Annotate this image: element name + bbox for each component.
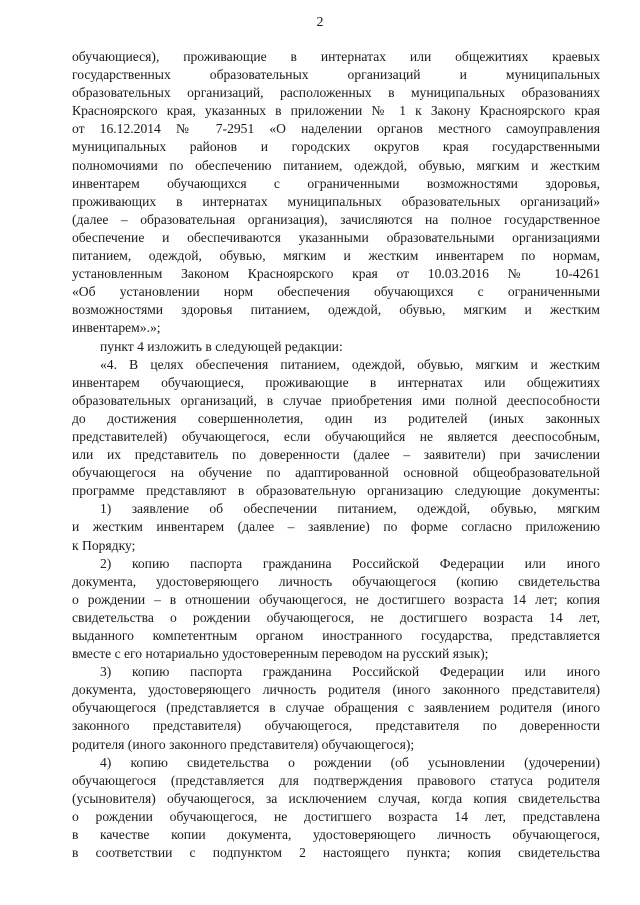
text-line: инвентарем».»; bbox=[72, 320, 161, 336]
text-line: документа, удостоверяющего личность родителя (иного законного представителя) bbox=[72, 682, 600, 698]
page-number: 2 bbox=[316, 15, 324, 30]
text-line: обучающиеся), проживающие в интернатах или общежитиях краевых bbox=[72, 49, 600, 64]
text-line: муниципальных районов и городских округов края государственными bbox=[72, 139, 600, 155]
text-line: «4. В целях обеспечения питанием, одеждой, обувью, мягким и жестким bbox=[100, 356, 600, 372]
text-line: обеспечение и обеспечиваются указанными образовательными организациями bbox=[72, 229, 600, 245]
text-line: документа, удостоверяющего личность обучающегося (копию свидетельства bbox=[72, 573, 600, 589]
text-line: возможностями здоровья питанием, одеждой, обувью, мягким и жестким bbox=[72, 302, 600, 318]
text-line: к Порядку; bbox=[72, 537, 136, 553]
text-line: государственных образовательных организаций и муниципальных bbox=[72, 67, 600, 83]
text-line: инвентарем обучающихся с ограниченными возможностями здоровья, bbox=[72, 175, 600, 191]
text-line: (далее – образовательная организация), зачисляются на полное государственное bbox=[72, 211, 600, 227]
text-line: «Об установлении норм обеспечения обучающихся с ограниченными bbox=[72, 284, 600, 300]
text-line: вместе с его нотариально удостоверенным переводом на русский язык); bbox=[72, 646, 489, 662]
text-line: 3) копию паспорта гражданина Российской Федерации или иного bbox=[100, 664, 600, 680]
text-line: программе представляют в образовательную организацию следующие документы: bbox=[72, 483, 600, 499]
text-line: (усыновителя) обучающегося, за исключением случая, когда копия свидетельства bbox=[72, 790, 600, 806]
text-line: питанием, одеждой, обувью, мягким и жестким инвентарем по нормам, bbox=[72, 248, 600, 264]
text-line: 4) копию свидетельства о рождении (об усыновлении (удочерении) bbox=[100, 754, 600, 770]
text-line: и жестким инвентарем (далее – заявление) по форме согласно приложению bbox=[72, 519, 600, 535]
text-line: образовательных организаций, расположенных в муниципальных образованиях bbox=[72, 85, 600, 101]
text-line: инвентарем обучающиеся, проживающие в интернатах или общежитиях bbox=[72, 374, 600, 390]
text-line: представителей) обучающегося, если обучающийся не является дееспособным, bbox=[72, 428, 600, 444]
text-line: о рождении – в отношении обучающегося, не достигшего возраста 14 лет; копия bbox=[72, 591, 600, 607]
text-line: свидетельства о рождении обучающегося, не достигшего возраста 14 лет, bbox=[72, 609, 600, 625]
text-line: до достижения совершеннолетия, один из родителей (иных законных bbox=[72, 410, 600, 426]
text-line: 1) заявление об обеспечении питанием, одеждой, обувью, мягким bbox=[100, 501, 600, 517]
document-body bbox=[72, 48, 600, 862]
text-line: пункт 4 изложить в следующей редакции: bbox=[100, 338, 343, 354]
text-line: или их представитель по доверенности (далее – заявители) при зачислении bbox=[72, 447, 600, 463]
text-line: в соответствии с подпунктом 2 настоящего пункта; копия свидетельства bbox=[72, 845, 600, 861]
text-line: установленным Законом Красноярского края от 10.03.2016 № 10-4261 bbox=[72, 266, 600, 282]
text-line: от 16.12.2014 № 7-2951 «О наделении органов местного самоуправления bbox=[72, 121, 600, 137]
text-line: образовательных организаций, в случае приобретения ими полной дееспособности bbox=[72, 392, 600, 408]
text-line: 2) копию паспорта гражданина Российской Федерации или иного bbox=[100, 555, 600, 571]
text-line: родителя (иного законного представителя) обучающегося); bbox=[72, 736, 415, 752]
text-line: в качестве копии документа, удостоверяющего личность обучающегося, bbox=[72, 827, 600, 843]
text-line: проживающих в интернатах муниципальных образовательных организаций» bbox=[72, 193, 600, 209]
text-line: обучающегося (представляется для подтверждения правового статуса родителя bbox=[72, 772, 600, 788]
text-line: полномочиями по обеспечению питанием, одеждой, обувью, мягким и жестким bbox=[72, 157, 600, 173]
text-line: о рождении обучающегося, не достигшего возраста 14 лет, представлена bbox=[72, 808, 600, 824]
text-line: Красноярского края, указанных в приложении № 1 к Закону Красноярского края bbox=[72, 103, 600, 119]
text-line: законного представителя) обучающегося, представителя по доверенности bbox=[72, 718, 600, 734]
text-line: выданного компетентным органом иностранного государства, представляется bbox=[72, 628, 600, 643]
text-line: обучающегося (представляется в случае обращения с заявлением родителя (иного bbox=[72, 700, 600, 716]
text-line: обучающегося на обучение по адаптированной основной общеобразовательной bbox=[72, 465, 600, 481]
